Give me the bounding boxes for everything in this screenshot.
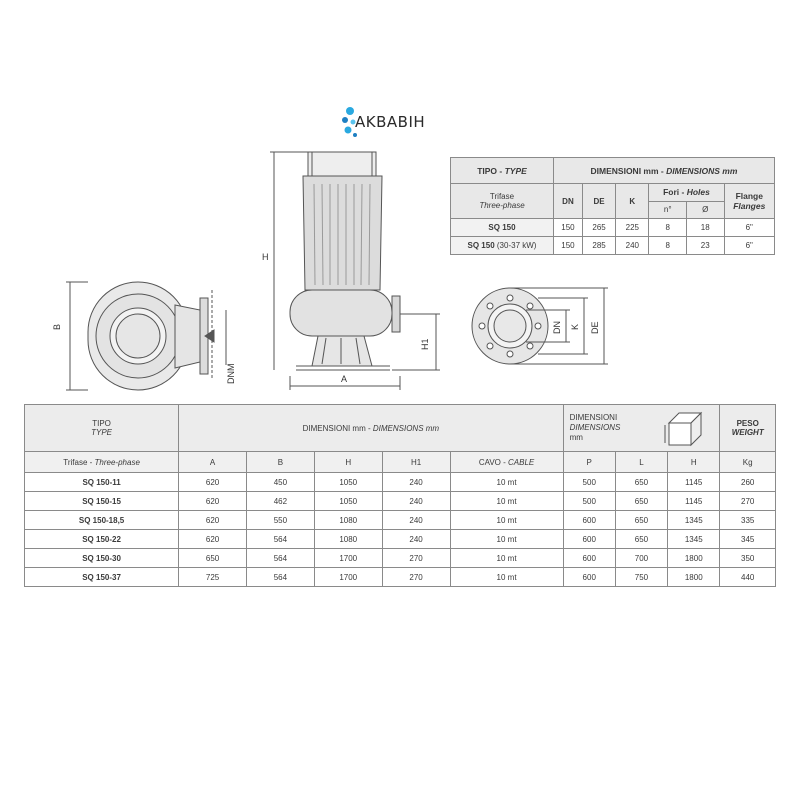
cell-name: SQ 150-11 [25,473,179,492]
row-name: SQ 150 [451,219,554,237]
weight-header: PESO WEIGHT [720,405,776,452]
label-dn: DN [552,321,562,334]
cell-a: 620 [179,473,247,492]
cell-a: 725 [179,568,247,587]
cell-b: 450 [246,473,314,492]
table-row: SQ 150 150 265 225 8 18 6" [451,219,775,237]
cell-p: 500 [563,473,615,492]
cell-p: 500 [563,492,615,511]
row-name: SQ 150 (30-37 kW) [451,237,554,255]
cell-h1: 270 [382,568,450,587]
main-type-header: TIPO TYPE [25,405,179,452]
cell-name: SQ 150-18,5 [25,511,179,530]
label-h1: H1 [420,338,430,350]
cell-p: 600 [563,568,615,587]
table-row [25,568,776,587]
cell-kg: 350 [720,549,776,568]
main-table-body [25,473,776,587]
cell-a: 620 [179,511,247,530]
table-row: SQ 150 (30-37 kW) 150 285 240 8 23 6" [451,237,775,255]
label-dnm: DNM [226,363,236,384]
col-l: L [615,452,667,473]
cell-h1: 240 [382,530,450,549]
cell-l: 650 [615,511,667,530]
pump-dimensions-table [24,404,776,587]
cell-h: 1700 [314,568,382,587]
flange-dimensions-table [450,157,775,255]
col-pack-h: H [668,452,720,473]
cell-ph: 1800 [668,549,720,568]
cell-kg: 260 [720,473,776,492]
flange-table-phase-header: Trifase Three-phase [451,184,554,219]
cell-l: 650 [615,492,667,511]
cell-p: 600 [563,549,615,568]
cell-name: SQ 150-22 [25,530,179,549]
box-icon [661,409,711,447]
cell-l: 700 [615,549,667,568]
table-row [25,549,776,568]
cell-cavo: 10 mt [450,568,563,587]
label-b: B [52,323,62,330]
col-a: A [179,452,247,473]
cell-l: 650 [615,530,667,549]
label-de: DE [590,321,600,334]
col-h1: H1 [382,452,450,473]
cell-a: 620 [179,492,247,511]
flange-table-type-header: TIPO - TYPE [451,158,554,184]
col-k: K [616,184,649,219]
label-k: K [570,323,580,330]
cell-b: 564 [246,549,314,568]
flange-view [472,288,608,364]
col-holes: Fori - Holes [649,184,724,202]
cell-h: 1080 [314,511,382,530]
cell-p: 600 [563,511,615,530]
cell-ph: 1800 [668,568,720,587]
cell-ph: 1345 [668,511,720,530]
col-de: DE [582,184,615,219]
col-cable: CAVO - CABLE [450,452,563,473]
cell-ph: 1145 [668,473,720,492]
table-row [25,473,776,492]
col-flange: Flange Flanges [724,184,774,219]
label-a: A [341,374,348,384]
cell-kg: 440 [720,568,776,587]
cell-a: 650 [179,549,247,568]
cell-h: 1050 [314,473,382,492]
cell-h1: 270 [382,549,450,568]
cell-cavo: 10 mt [450,511,563,530]
cell-h: 1080 [314,530,382,549]
flange-table-dimensions-header: DIMENSIONI mm - DIMENSIONS mm [553,158,774,184]
cell-name: SQ 150-15 [25,492,179,511]
col-kg: Kg [720,452,776,473]
cell-name: SQ 150-37 [25,568,179,587]
col-p: P [563,452,615,473]
cell-h1: 240 [382,511,450,530]
cell-b: 564 [246,568,314,587]
col-h: H [314,452,382,473]
cell-h1: 240 [382,473,450,492]
brand-name: AKBABIH [355,113,426,131]
label-h: H [262,252,269,262]
cell-b: 462 [246,492,314,511]
cell-h: 1700 [314,549,382,568]
cell-cavo: 10 mt [450,473,563,492]
cell-kg: 270 [720,492,776,511]
col-holes-diameter: Ø [686,201,724,219]
cell-h: 1050 [314,492,382,511]
cell-l: 750 [615,568,667,587]
col-dn: DN [553,184,582,219]
cell-ph: 1145 [668,492,720,511]
cell-p: 600 [563,530,615,549]
main-dimensions-header: DIMENSIONI mm - DIMENSIONS mm [179,405,563,452]
table-row [25,511,776,530]
table-row [25,530,776,549]
cell-cavo: 10 mt [450,549,563,568]
cell-cavo: 10 mt [450,530,563,549]
cell-kg: 345 [720,530,776,549]
cell-ph: 1345 [668,530,720,549]
packaging-dimensions-header: DIMENSIONI DIMENSIONS mm [563,405,720,452]
cell-a: 620 [179,530,247,549]
cell-h1: 240 [382,492,450,511]
cell-b: 550 [246,511,314,530]
pump-front-view [270,152,440,390]
cell-b: 564 [246,530,314,549]
main-phase-header: Trifase - Three-phase [25,452,179,473]
cell-name: SQ 150-30 [25,549,179,568]
cell-l: 650 [615,473,667,492]
brand-logo [340,104,450,144]
table-row [25,492,776,511]
cell-kg: 335 [720,511,776,530]
col-holes-count: n° [649,201,687,219]
pump-top-view [66,282,226,390]
cell-cavo: 10 mt [450,492,563,511]
col-b: B [246,452,314,473]
